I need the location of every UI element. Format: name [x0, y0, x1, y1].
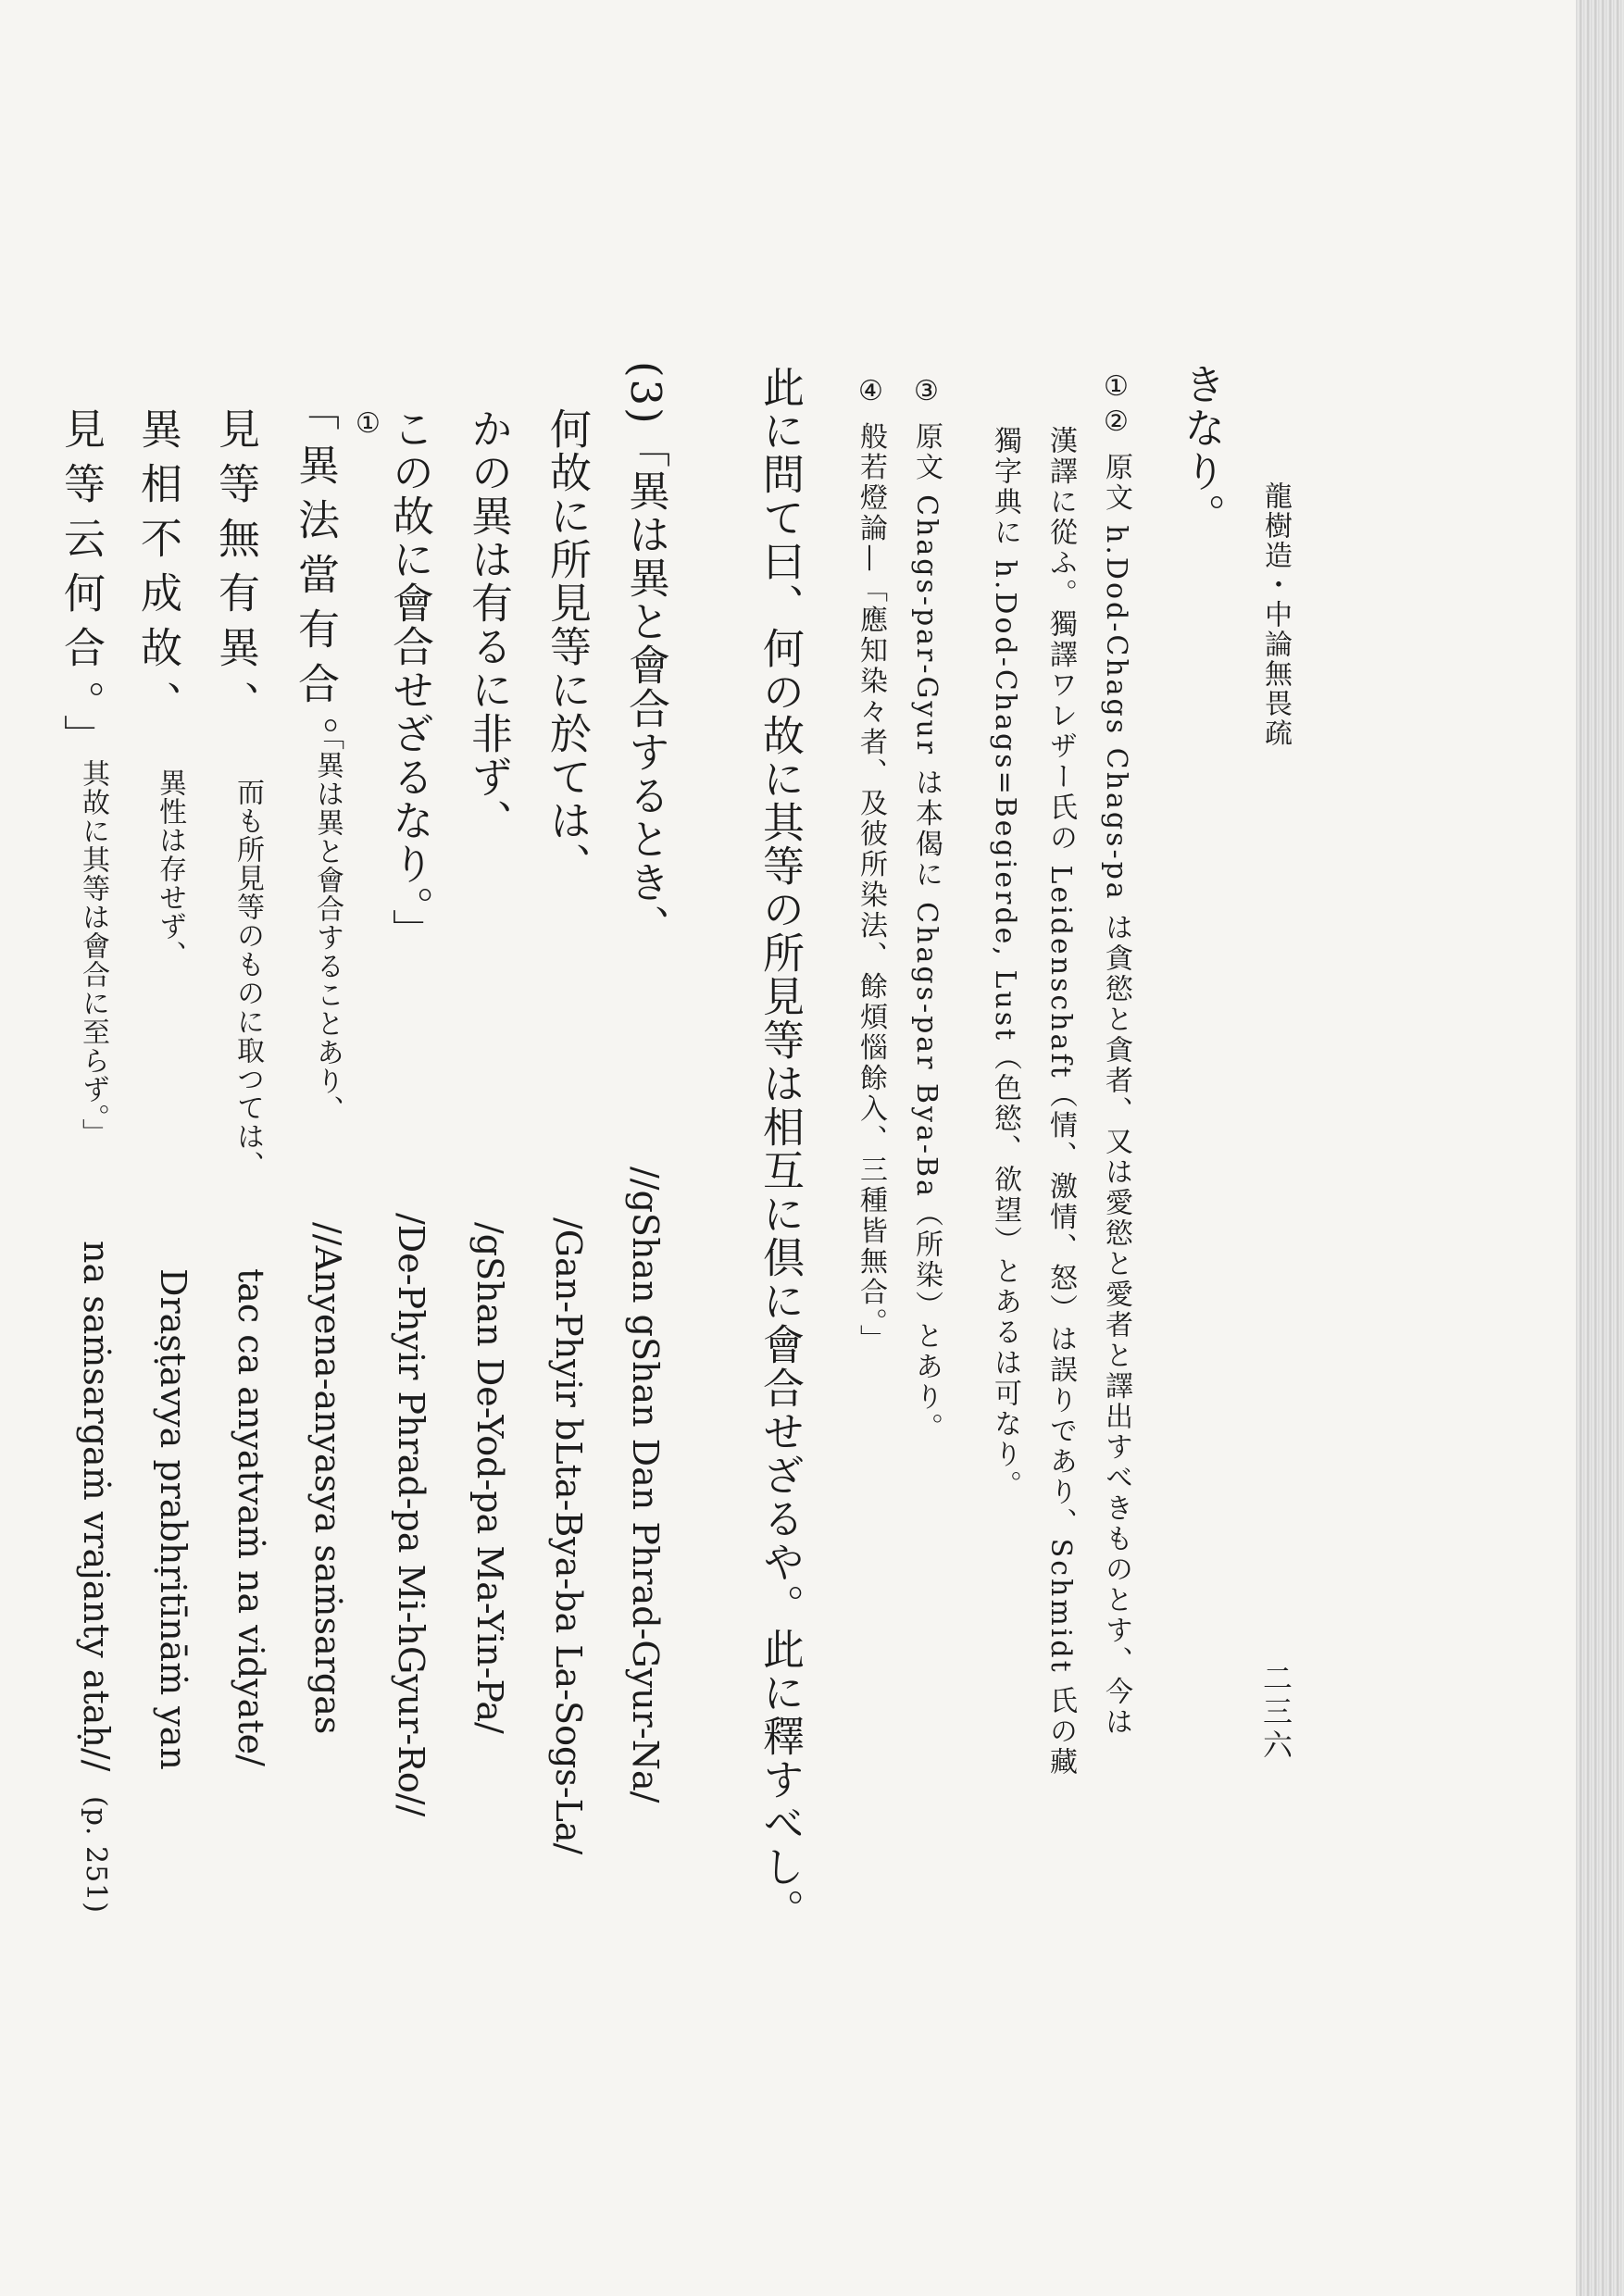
chinese-verse-line: 「異法當有合。: [291, 389, 340, 771]
verse-line: この故に會合せざるなり。」: [385, 407, 434, 953]
tibetan-line: /De-Phyir Phrad-pa Mi-hGyur-Ro//: [391, 1213, 431, 1817]
gloss-line: 異性は存せず、: [154, 768, 186, 969]
footnote-1-2-cont: 漢譯に從ふ。獨譯ワレザー氏の Leidenschaft（情、激情、怒）は誤りであり、Schmidt 氏の藏: [1044, 426, 1077, 1778]
footnote-1-2: ①② 原文 h.Dod-Chags Chags-pa は貪慾と貪者、又は愛慾と愛者と譯出すべきものとす、今は: [1100, 370, 1132, 1739]
tibetan-line: //gShan gShan Dan Phrad-Gyur-Na/: [625, 1167, 666, 1803]
scan-edge: [1576, 0, 1624, 2296]
body-line: 此に問て曰、何の故に其等の所見等は相互に倶に會合せざるや。此に釋すべし。: [756, 366, 805, 1932]
footnote-3: ③ 原文 Chags-par-Gyur は本偈に Chags-par Bya-Ba（所染）とあり。: [910, 375, 943, 1443]
sanskrit-line: na saṁsargaṁ vrajanty ataḥ//: [76, 1241, 117, 1772]
footnote-4: ④ 般若燈論—「應知染々者、及彼所染法、餘煩惱餘入、三種皆無合。」: [855, 375, 887, 1355]
gloss-line: 「異は異と會合することあり、: [311, 722, 344, 1124]
running-title: 龍樹造・中論無畏疏: [1259, 481, 1292, 748]
verse-line: かの異は有るに非ず、: [464, 407, 513, 842]
gloss-line: 其故に其等は會合に至らず。」: [77, 759, 109, 1147]
chinese-verse-line: 見等無有異、: [211, 407, 260, 735]
sanskrit-line: //Anyena-anyasya saṁsargas: [307, 1222, 348, 1735]
tibetan-line: /Gan-Phyir bLta-Bya-ba La-Sogs-La/: [548, 1217, 589, 1855]
sanskrit-line: Draṣṭavya prabhṛitīnāṁ yan: [153, 1268, 194, 1770]
verse-line: 何故に所見等に於ては、: [543, 407, 592, 886]
footnote-1-2-cont: 獨字典に h.Dod-Chags=Begierde, Lust（色慾、欲望）とあるは可なり。: [989, 426, 1021, 1502]
footnote-mark: ①: [352, 407, 384, 441]
body-line: きなり。: [1177, 363, 1226, 537]
chinese-verse-line: 見等云何合。」: [56, 407, 106, 769]
verse-line: (3)「異は異と會合するとき、: [621, 361, 670, 948]
gloss-line: 而も所見等のものに取つては、: [231, 778, 264, 1179]
chinese-verse-line: 異相不成故、: [133, 407, 182, 735]
page-reference: (p. 251): [80, 1796, 112, 1914]
page-number: 二三六: [1258, 1663, 1293, 1763]
sanskrit-line: tac ca anyatvaṁ na vidyate/: [231, 1268, 271, 1766]
tibetan-line: /gShan De-Yod-pa Ma-Yin-Pa/: [469, 1222, 510, 1734]
